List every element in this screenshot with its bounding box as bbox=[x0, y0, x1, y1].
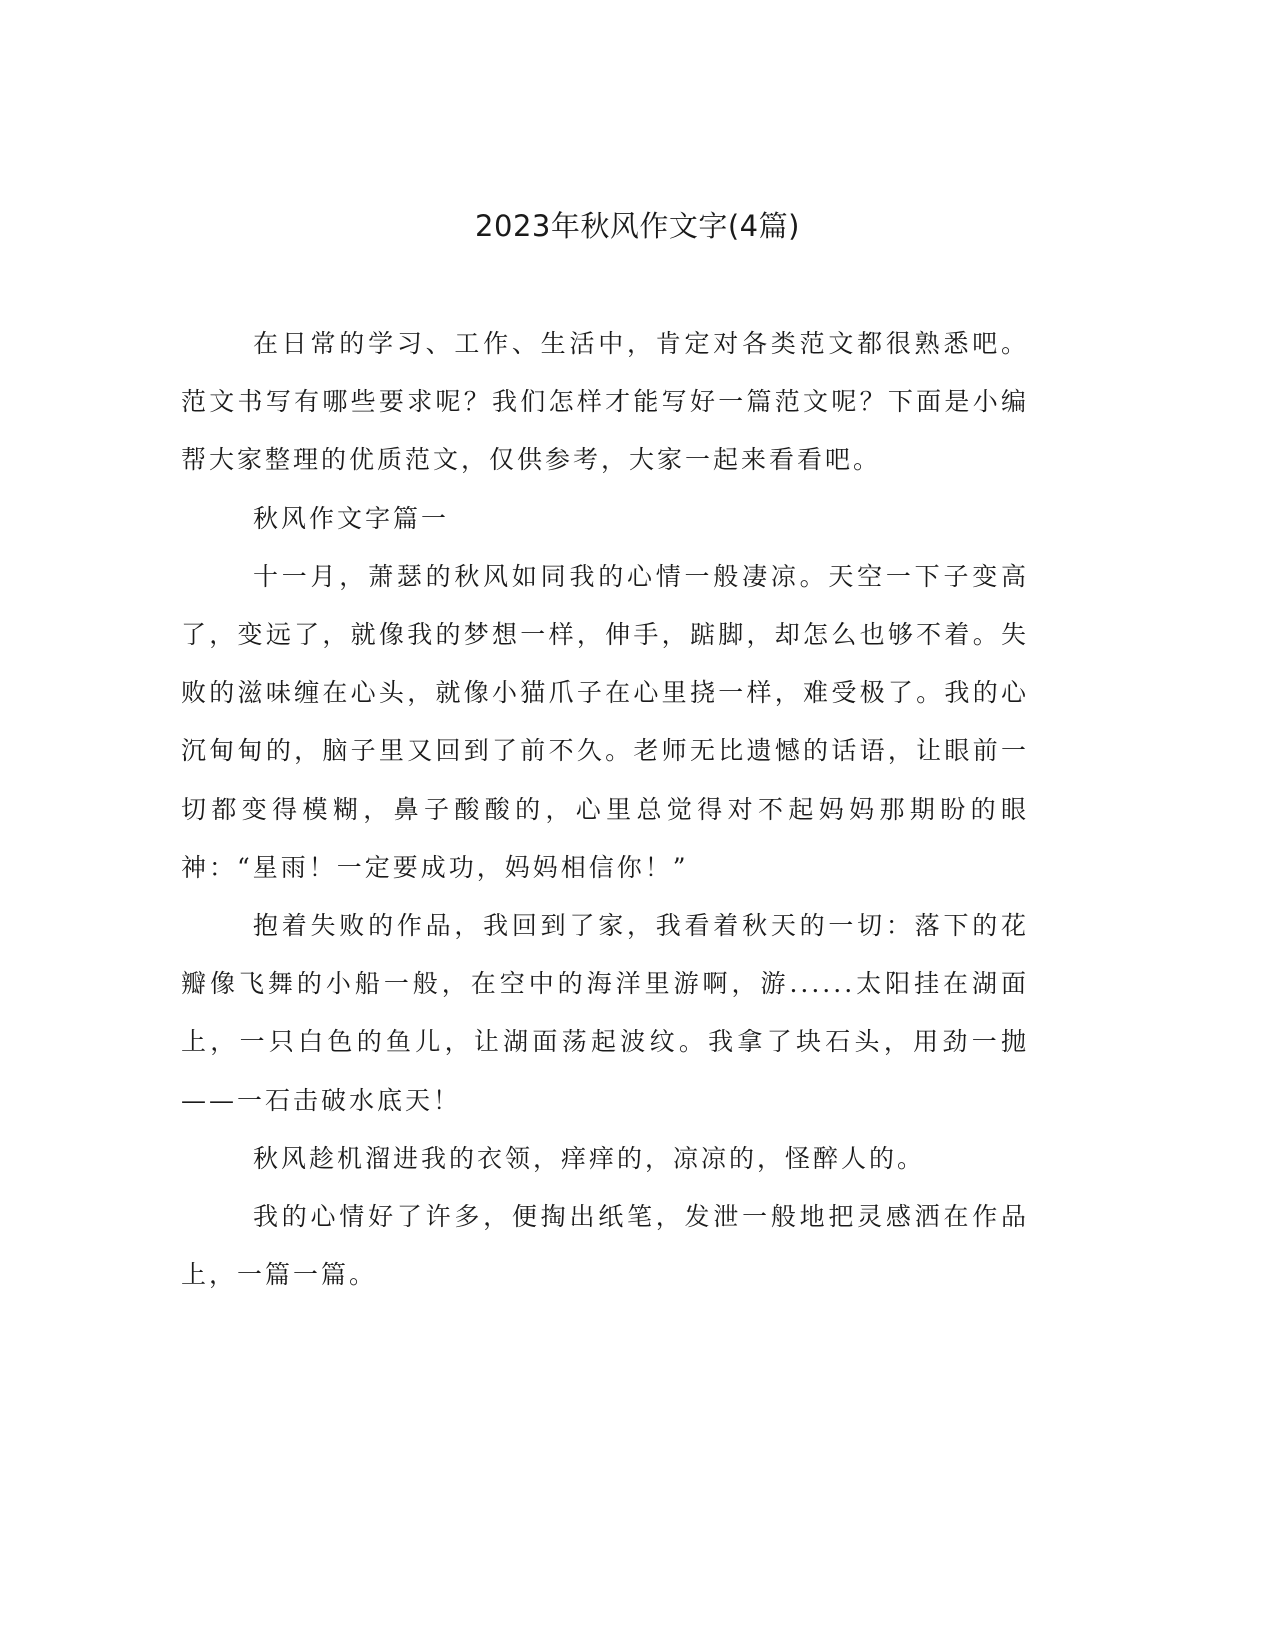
paragraph: 抱着失败的作品，我回到了家，我看着秋天的一切：落下的花瓣像飞舞的小船一般，在空中的海洋里游啊，游......太阳挂在湖面上，一只白色的鱼儿，让湖面荡起波纹。我拿了块石头，用劲一抛——一石击破水底天！ bbox=[181, 911, 1029, 1115]
section-heading: 秋风作文字篇一 bbox=[253, 503, 450, 533]
document-title: 2023年秋风作文字(4篇) bbox=[475, 209, 800, 243]
paragraph-intro: 在日常的学习、工作、生活中，肯定对各类范文都很熟悉吧。范文书写有哪些要求呢？我们怎样才能写好一篇范文呢？下面是小编帮大家整理的优质范文，仅供参考，大家一起来看看吧。 bbox=[181, 329, 1029, 475]
paragraph: 我的心情好了许多，便掏出纸笔，发泄一般地把灵感洒在作品上，一篇一篇。 bbox=[181, 1202, 1029, 1290]
paragraph: 十一月，萧瑟的秋风如同我的心情一般凄凉。天空一下子变高了，变远了，就像我的梦想一样，伸手，踮脚，却怎么也够不着。失败的滋味缠在心头，就像小猫爪子在心里挠一样，难受极了。我的心沉甸甸的，脑子里又回到了前不久。老师无比遗憾的话语，让眼前一切都变得模糊，鼻子酸酸的，心里总觉得对不起妈妈那期盼的眼神：“星雨！一定要成功，妈妈相信你！” bbox=[181, 561, 1029, 882]
paragraph: 秋风趁机溜进我的衣领，痒痒的，凉凉的，怪醉人的。 bbox=[253, 1143, 926, 1173]
document-body bbox=[181, 315, 1029, 1304]
